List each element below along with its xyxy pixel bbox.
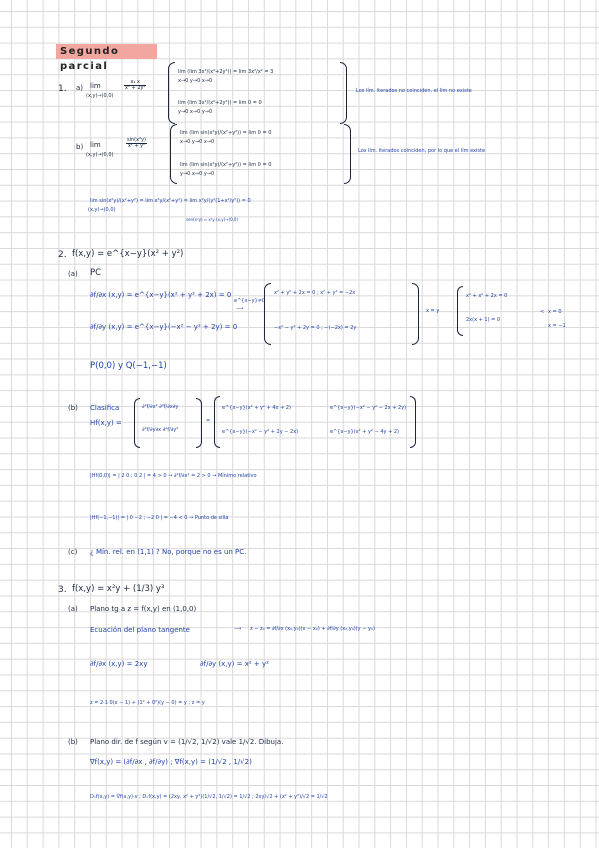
section-1-number: 1. [58,84,67,94]
s2a-sys2: −x² − y² + 2y = 0 ; −(−2x) = 2y [274,325,357,331]
s3a-dy: ∂f/∂y (x,y) = x² + y² [200,660,269,668]
s1a-frac-den: x² + 2y² [125,85,146,92]
s2b-heading: Clasifica [90,404,120,412]
s1b-note: sen(x²y) ≈ x²y (x,y)→(0,0) [186,217,239,222]
s2b-equals: = [206,418,211,424]
s2b-partials-row2: ∂²f/∂y∂x ∂²f/∂y² [142,427,179,433]
section-3-number: 3. [58,585,67,595]
s1b-lim-sub: (x,y)→(0,0) [86,152,114,158]
s1b-row1: lim (lim sin(x²y)/(x²+y²)) = lim 0 = 0 [180,130,272,136]
s3a-label: (a) [68,605,78,613]
s2a-heading: PC [90,268,102,278]
s1a-label: a) [76,84,84,92]
s3a-dx: ∂f/∂x (x,y) = 2xy [90,660,148,668]
s3b-label: (b) [68,738,78,746]
s2b-m22: e^{x−y}(x² + y² − 4y + 2) [330,429,399,435]
s1a-left-brace [168,62,175,124]
s2b-m12: e^{x−y}(−x² − y² − 2x + 2y) [330,405,407,411]
s2b-m11: e^{x−y}(x² + y² + 4x + 2) [222,405,291,411]
s2b-partials-row1: ∂²f/∂x² ∂²f/∂x∂y [142,404,179,410]
s2b-hf: Hf(x,y) = [90,419,122,427]
s1b-frac-den: x² + y² [127,143,146,150]
s3b-text: Plano dir. de f según v = (1/√2, 1/√2) vale 1/√2. Dibuja. [90,738,284,746]
s1b-row2: lim (lim sin(x²y)/(x²+y²)) = lim 0 = 0 [180,162,272,168]
s2b-m21: e^{x−y}(−x² − y² + 2y − 2x) [222,429,299,435]
s3a-eq: z − z₀ = ∂f/∂x (x₀,y₀)(x − x₀) + ∂f/∂y (x₀,y₀)(y − y₀) [250,626,375,632]
s1a-row1-sub: x→0 y→0 x→0 [178,78,213,84]
s2a-arrow: ⟶ [236,306,244,312]
section-2-number: 2. [58,250,67,260]
s1a-conclusion: Los lím. iterados no coinciden, el lím no existe [356,88,472,94]
s1b-left-brace [170,124,177,184]
s2a-left-paren [264,283,271,345]
s2a-sol2: x = −1 [548,323,566,329]
s2a-r1: x² + x² + 2x = 0 [466,293,508,299]
s1b-fraction [126,138,147,150]
s2b-label: (b) [68,404,78,412]
s2a-eq1: ∂f/∂x (x,y) = e^{x−y}(x² + y² + 2x) = 0 [90,291,232,299]
s1a-row2: lim (lim 3x²/(x²+2y²)) = lim 0 = 0 [178,100,262,106]
s3b-grad2: Dᵥf(x,y) = ∇f(x,y)·v ; Dᵥf(x,y) = (2xy, x² + y²)(1/√2, 1/√2) = 1/√2 ; 2xy/√2 + (x² + y²)/√2 = 1/√2 [90,794,328,800]
s2a-points: P(0,0) y Q(−1,−1) [90,361,167,371]
s1a-lim: lim [90,82,101,90]
s3a-result: z = 2·1·0(x − 1) + (1² + 0²)(y − 0) = y ; z = y [90,700,205,706]
s1b-lim: lim [90,141,101,149]
s2a-sys1: x² + y² + 2x = 0 ; x² + y² = −2x [274,290,356,296]
s2a-label: (a) [68,270,78,278]
s1b-row2-sub: y→0 x→0 y→0 [180,171,215,177]
s1a-right-brace [340,62,347,124]
s2b-matrix-left [134,398,140,448]
s1b-label: b) [76,143,84,151]
s2b-h2: |Hf(−1,−1)| = | 0 −2 ; −2 0 | = −4 < 0 → Punto de silla [90,515,229,521]
s2a-arrow-note: e^{x−y}≠0 [234,298,266,304]
s1b-line3: lim sin(x²y)/(x²+y²) = lim x²y/(x²+y²) = lim x²y/(y²(1+x²/y²)) = 0 [90,198,251,204]
s2b-matrix-right [196,398,202,448]
s3b-grad1: ∇f(x,y) = (∂f/∂x , ∂f/∂y) ; ∇f(x,y) = (1/√2 , 1/√2) [90,758,252,766]
s3a-text: Plano tg a z = f(x,y) en (1,0,0) [90,605,197,613]
s2-function: f(x,y) = e^{x−y}(x² + y²) [72,249,184,259]
s2b-hessian-right [410,396,416,448]
s2a-right-paren [412,283,419,345]
s1a-fraction [124,80,146,92]
s3a-arrow: ⟶ [234,626,242,632]
s1a-row1: lim (lim 3x²/(x²+2y²)) = lim 3x²/x² = 3 [178,69,274,75]
s1a-row2-sub: y→0 x→0 y→0 [178,109,213,115]
s2b-h1: |Hf(0,0)| = | 2 0 ; 0 2 | = 4 > 0 → ∂²f/∂x² = 2 > 0 → Mínimo relativo [90,473,257,479]
s2c-label: (c) [68,548,78,556]
s3-function: f(x,y) = x²y + (1/3) y³ [72,584,165,594]
page-title: Segundo parcial [56,44,157,59]
s2a-sol1: x = 0 [548,309,562,315]
s1a-lim-sub: (x,y)→(0,0) [86,93,114,99]
s3a-eq-label: Ecuación del plano tangente [90,626,190,634]
s2a-r2: 2x(x + 1) = 0 [466,317,501,323]
s1b-row1-sub: x→0 y→0 x→0 [180,139,215,145]
s1b-line3-sub: (x,y)→(0,0) [88,207,116,213]
s2a-fork: < [540,309,545,315]
s2a-eq2: ∂f/∂y (x,y) = e^{x−y}(−x² − y² + 2y) = 0 [90,323,238,331]
s1a-frac-num: x₂ x [124,80,146,86]
s2c-text: ¿ Mín. rel. en (1,1) ? No, porque no es un PC. [90,548,247,556]
s1b-conclusion: Los lím. iterados coinciden, por lo que el lím existe [358,148,486,154]
s2a-sub: x = y [426,308,440,314]
s1b-frac-num: sin(x²y) [127,137,146,143]
s2b-hessian-left [214,396,220,448]
s1b-right-brace [344,124,351,184]
s2a-sys-brace [457,286,463,336]
